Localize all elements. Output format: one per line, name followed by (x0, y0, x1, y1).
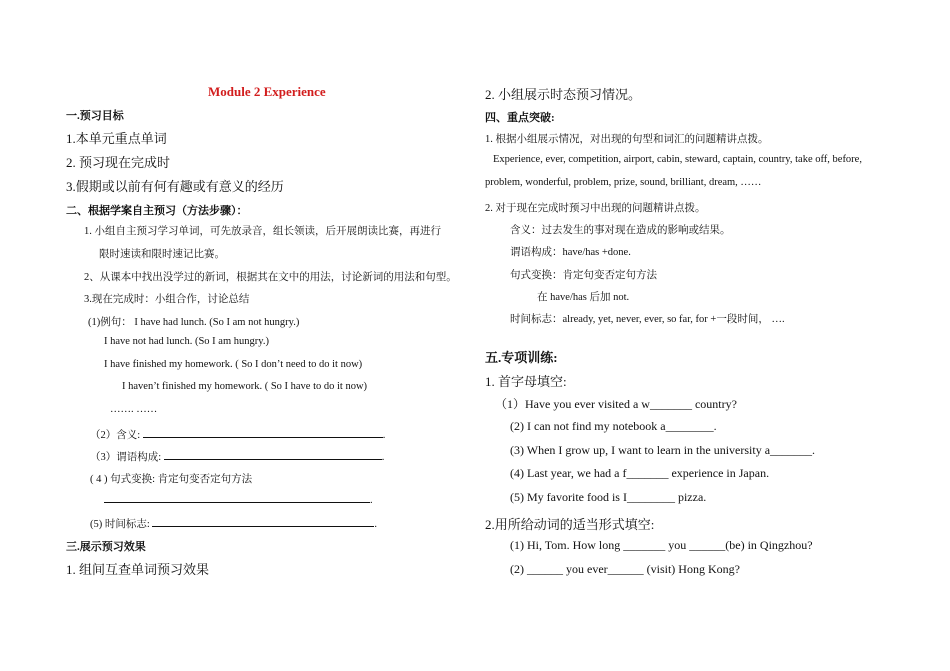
transform-label: ( 4 ) 句式变换: 肯定句变否定句方法 (90, 474, 253, 485)
exercise-item: (5) My favorite food is I________ pizza. (510, 490, 707, 504)
sec4-line: 在 have/has 后加 not. (537, 292, 630, 303)
sec2-line: 1. 小组自主预习学习单词，可先放录音，组长领读，后开展朗读比赛，再进行 (84, 226, 441, 237)
predicate-blank[interactable] (164, 448, 382, 460)
time-blank[interactable] (152, 515, 374, 527)
exercise-item: (2) I can not find my notebook a________. (510, 419, 717, 433)
exercise-2-heading: 2.用所给动词的适当形式填空: (485, 517, 655, 532)
sec1-item: 2. 预习现在完成时 (66, 155, 171, 170)
sec4-line: 1. 根据小组展示情况，对出现的句型和词汇的问题精讲点拨。 (485, 134, 769, 145)
exercise-item: （1）Have you ever visited a w_______ country? (495, 397, 737, 411)
sec2-line: 2、从课本中找出没学过的新词，根据其在文中的用法，讨论新词的用法和句型。 (84, 272, 457, 283)
time-label: (5) 时间标志: (90, 519, 150, 530)
section-2-heading: 二、根据学案自主预习（方法步骤）： (66, 205, 248, 217)
section-5-heading: 五.专项训练: (485, 350, 558, 365)
example-line: I haven’t finished my homework. ( So I have to do it now) (122, 381, 368, 392)
example-line: (1)例句： I have had lunch. (So I am not hungry.) (88, 317, 300, 328)
meaning-blank[interactable] (143, 426, 383, 438)
sec4-line: 时间标志：already, yet, never, ever, so far, for +一段时间， …. (510, 314, 785, 325)
meaning-label: （2）含义: (90, 430, 141, 441)
example-ellipsis: ……. …… (110, 404, 158, 415)
vocab-line: problem, wonderful, problem, prize, sound, brilliant, dream, …… (485, 177, 762, 188)
page-title: Module 2 Experience (208, 84, 326, 99)
time-row: (5) 时间标志: . (90, 515, 377, 531)
section-1-heading: 一.预习目标 (66, 110, 124, 122)
meaning-row: （2）含义: . (90, 426, 385, 442)
vocab-line: Experience, ever, competition, airport, cabin, steward, captain, country, take off, before, (493, 154, 862, 165)
sec4-line: 句式变换：肯定句变否定句方法 (510, 270, 657, 281)
sec1-item: 1.本单元重点单词 (66, 131, 167, 146)
transform-blank[interactable] (104, 491, 370, 503)
sec3-item-2: 2. 小组展示时态预习情况。 (485, 87, 642, 102)
sec1-item: 3.假期或以前有何有趣或有意义的经历 (66, 179, 284, 194)
section-3-heading: 三.展示预习效果 (66, 541, 146, 553)
example-line: I have not had lunch. (So I am hungry.) (104, 336, 269, 347)
exercise-item: (1) Hi, Tom. How long _______ you ______(be) in Qingzhou? (510, 538, 813, 552)
sec2-line: 3.现在完成时：小组合作，讨论总结 (84, 294, 250, 305)
predicate-row: （3）谓语构成: . (90, 448, 384, 464)
exercise-item: (2) ______ you ever______ (visit) Hong Kong? (510, 562, 740, 576)
exercise-item: (3) When I grow up, I want to learn in the university a_______. (510, 443, 816, 457)
sec4-line: 含义：过去发生的事对现在造成的影响或结果。 (510, 225, 731, 236)
section-4-heading: 四、重点突破: (485, 112, 555, 124)
exercise-1-heading: 1. 首字母填空: (485, 374, 567, 389)
transform-row: . (104, 491, 373, 506)
sec4-line: 谓语构成：have/has +done. (510, 247, 631, 258)
exercise-item: (4) Last year, we had a f_______ experience in Japan. (510, 466, 770, 480)
sec3-item: 1. 组间互查单词预习效果 (66, 562, 210, 577)
sec4-line: 2. 对于现在完成时预习中出现的问题精讲点拨。 (485, 203, 706, 214)
example-line: I have finished my homework. ( So I don’t need to do it now) (104, 359, 363, 370)
sec2-line: 限时速读和限时速记比赛。 (99, 249, 225, 260)
predicate-label: （3）谓语构成: (90, 452, 162, 463)
